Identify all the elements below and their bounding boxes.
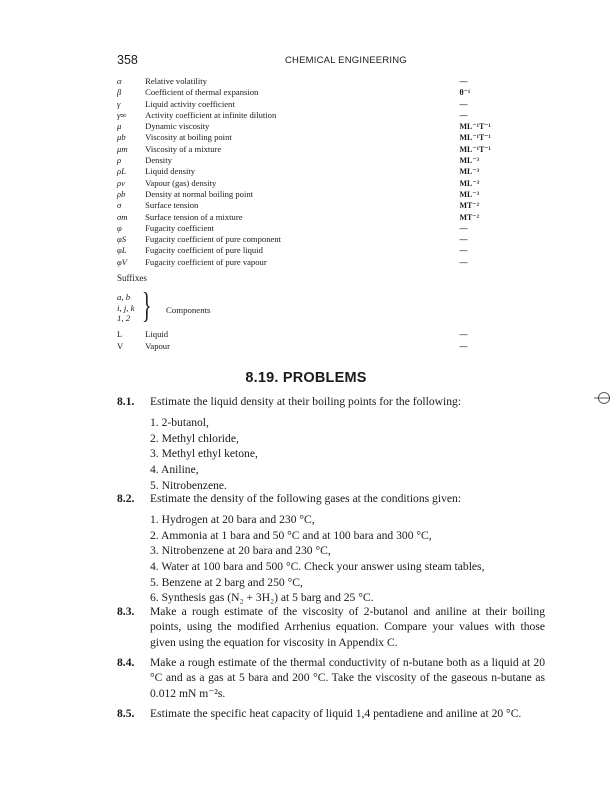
list-item: 1. Hydrogen at 20 bara and 230 °C, [150,513,315,527]
nomenclature-unit: — [459,223,468,233]
nomenclature-row [117,189,497,200]
problem-text: Estimate the specific heat capacity of liquid 1,4 pentadiene and aniline at 20 °C. [150,707,522,720]
nomenclature-symbol: μm [117,143,128,154]
running-title: CHEMICAL ENGINEERING [285,55,407,66]
nomenclature-row [117,121,497,132]
nomenclature-description: Density at normal boiling point [145,188,254,199]
problem-item-list [117,512,545,606]
nomenclature-symbol: ρ [117,155,122,166]
problem-8-3 [117,604,545,650]
problem-text: Estimate the liquid density at their boiling points for the following: [150,395,462,408]
problem-8-1 [117,394,545,493]
nomenclature-unit: MT⁻² [459,212,479,222]
nomenclature-unit: ML⁻¹T⁻¹ [459,144,491,154]
nomenclature-symbol: γ∞ [117,109,127,120]
problems-heading: 8.19. PROBLEMS [245,370,367,386]
problem-text: Make a rough estimate of the viscosity of 2-butanol and aniline at their boiling points, using the modified Arrhenius equation. Compare your values with those given using the equation for viscosity in Appendix C. [150,605,545,649]
nomenclature-row [117,234,497,245]
nomenclature-row [117,155,497,166]
list-item: 5. Nitrobenzene. [150,478,227,492]
suffix-row-symbol: V [117,340,124,351]
list-item: 4. Water at 100 bara and 500 °C. Check your answer using steam tables, [150,560,485,574]
nomenclature-unit: MT⁻² [459,201,479,211]
nomenclature-unit: — [459,246,468,256]
nomenclature-row [117,110,497,121]
suffix-symbol: 1, 2 [117,313,131,323]
nomenclature-row [117,178,497,189]
suffix-row-unit: — [459,341,468,351]
nomenclature-description: Vapour (gas) density [145,177,217,188]
suffix-symbol: a, b [117,292,131,302]
nomenclature-description: Density [145,155,172,166]
nomenclature-row [117,99,497,110]
brace-icon: } [142,285,152,325]
nomenclature-description: Fugacity coefficient of pure component [145,234,282,245]
suffix-symbols [117,292,135,324]
nomenclature-description: Fugacity coefficient of pure liquid [145,245,263,256]
nomenclature-symbol: μb [117,132,126,143]
nomenclature-symbol: ρL [117,166,126,177]
nomenclature-description: Surface tension [145,200,199,211]
nomenclature-description: Viscosity of a mixture [145,143,222,154]
nomenclature-unit: — [459,235,468,245]
suffix-row-description: Liquid [145,329,169,339]
nomenclature-description: Activity coefficient at infinite dilution [145,109,277,120]
nomenclature-unit: — [459,77,468,86]
nomenclature-row [117,212,497,223]
nomenclature-description: Viscosity at boiling point [145,132,232,143]
problem-8-4 [117,655,545,701]
list-item: 3. Methyl ethyl ketone, [150,447,258,461]
nomenclature-row [117,223,497,234]
nomenclature-unit: — [459,257,468,267]
list-item: 6. Synthesis gas (N₂ + 3H₂) at 5 barg and 25 °C. [150,591,374,605]
problem-8-5 [117,706,545,721]
nomenclature-unit: ML⁻³ [459,156,479,166]
nomenclature-row [117,245,497,256]
nomenclature-description: Fugacity coefficient [145,222,214,233]
problem-number: 8.3. [117,605,135,618]
nomenclature-table [117,76,497,268]
nomenclature-description: Relative volatility [145,76,207,86]
nomenclature-symbol: μ [117,121,122,132]
suffix-row [117,341,497,353]
problem-8-2 [117,491,545,606]
nomenclature-description: Surface tension of a mixture [145,211,243,222]
nomenclature-unit: ML⁻¹T⁻¹ [459,122,491,132]
nomenclature-unit: ML⁻¹T⁻¹ [459,133,491,143]
list-item: 3. Nitrobenzene at 20 bara and 230 °C, [150,544,331,558]
nomenclature-row [117,87,497,98]
nomenclature-unit: ML⁻³ [459,178,479,188]
nomenclature-description: Coefficient of thermal expansion [145,87,259,98]
problem-number: 8.5. [117,707,135,720]
nomenclature-unit: ML⁻³ [459,167,479,177]
nomenclature-symbol: γ [117,98,121,109]
suffix-row-symbol: L [117,329,123,339]
list-item: 2. Ammonia at 1 bara and 50 °C and at 100 bara and 300 °C, [150,528,432,542]
nomenclature-description: Liquid activity coefficient [145,98,235,109]
nomenclature-symbol: φ [117,222,122,233]
nomenclature-symbol: α [117,76,122,86]
problem-item-list [117,415,545,493]
suffix-table [117,329,497,352]
suffix-row-description: Vapour [145,340,170,351]
suffix-row-unit: — [459,330,468,339]
nomenclature-symbol: σ [117,200,122,211]
nomenclature-symbol: σm [117,211,128,222]
nomenclature-unit: — [459,110,468,120]
nomenclature-symbol: β [117,87,122,98]
nomenclature-description: Liquid density [145,166,196,177]
nomenclature-description: Fugacity coefficient of pure vapour [145,256,267,267]
problem-number: 8.4. [117,656,135,669]
nomenclature-symbol: φS [117,234,127,245]
list-item: 1. 2-butanol, [150,416,209,430]
nomenclature-row [117,257,497,268]
nomenclature-row [117,200,497,211]
nomenclature-row [117,166,497,177]
problem-text: Make a rough estimate of the thermal conductivity of n-butane both as a liquid at 20 °C and as a gas at 5 bara and 200 °C. Take the viscosity of the gaseous n-butane as 0.012 mN m⁻²s. [150,656,545,700]
suffixes-title: Suffixes [117,273,147,283]
problem-number: 8.1. [117,395,135,408]
suffix-symbol: i, j, k [117,302,135,313]
registration-mark-icon [594,390,610,406]
suffix-row [117,329,497,341]
list-item: 2. Methyl chloride, [150,431,239,445]
nomenclature-description: Dynamic viscosity [145,121,210,132]
nomenclature-symbol: φL [117,245,127,256]
nomenclature-symbol: φV [117,256,128,267]
problem-number: 8.2. [117,492,135,505]
suffix-components-label: Components [166,305,211,315]
page-number: 358 [117,53,138,67]
list-item: 4. Aniline, [150,463,199,477]
nomenclature-row [117,132,497,143]
nomenclature-symbol: ρb [117,188,126,199]
nomenclature-unit: — [459,99,468,109]
problem-text: Estimate the density of the following gases at the conditions given: [150,492,462,505]
nomenclature-row [117,76,497,87]
nomenclature-row [117,144,497,155]
nomenclature-symbol: ρv [117,177,125,188]
list-item: 5. Benzene at 2 barg and 250 °C, [150,575,303,589]
nomenclature-unit: θ⁻¹ [459,88,471,98]
nomenclature-unit: ML⁻³ [459,189,479,199]
